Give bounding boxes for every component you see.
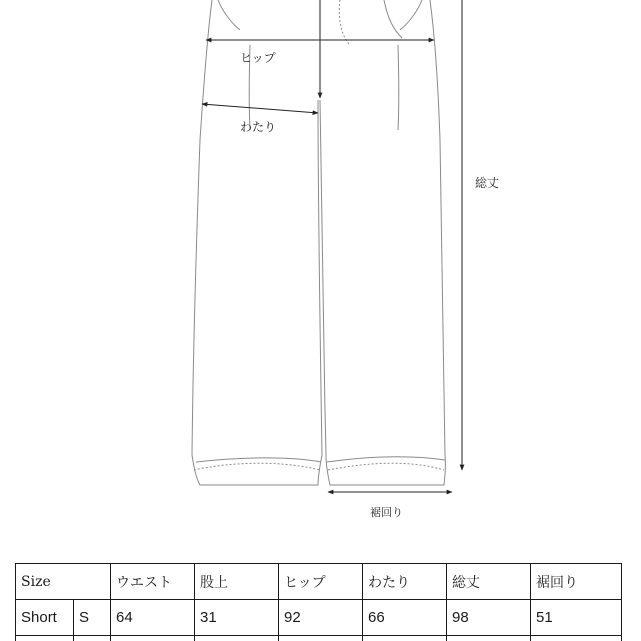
header-thigh: わたり <box>363 564 447 600</box>
cell-empty <box>447 636 531 641</box>
size-table <box>15 563 622 641</box>
hip-label: ヒップ <box>240 51 276 65</box>
cell-hip: 92 <box>279 600 363 636</box>
header-hip: ヒップ <box>279 564 363 600</box>
cell-empty <box>363 636 447 641</box>
length-label: 総丈 <box>475 176 500 190</box>
cell-type: Short <box>16 600 74 636</box>
header-hem: 裾回り <box>531 564 622 600</box>
pants-outline <box>192 0 445 485</box>
cell-length: 98 <box>447 600 531 636</box>
cell-empty <box>279 636 363 641</box>
cell-empty <box>195 636 279 641</box>
cell-empty <box>16 636 74 641</box>
measurement-lines <box>202 0 462 492</box>
header-waist: ウエスト <box>111 564 195 600</box>
header-rise: 股上 <box>195 564 279 600</box>
cell-rise: 31 <box>195 600 279 636</box>
thigh-arrow <box>202 104 318 113</box>
thigh-label: わたり <box>240 120 277 134</box>
table-header-row <box>16 564 622 600</box>
cell-empty <box>111 636 195 641</box>
cell-waist: 64 <box>111 600 195 636</box>
cell-empty <box>531 636 622 641</box>
cell-empty <box>74 636 111 641</box>
table-row-cutoff <box>16 636 622 641</box>
cell-size: S <box>74 600 111 636</box>
header-length: 総丈 <box>447 564 531 600</box>
hem-label: 裾回り <box>370 506 403 519</box>
cell-thigh: 66 <box>363 600 447 636</box>
header-size: Size <box>16 564 111 600</box>
table-row <box>16 600 622 636</box>
cell-hem: 51 <box>531 600 622 636</box>
